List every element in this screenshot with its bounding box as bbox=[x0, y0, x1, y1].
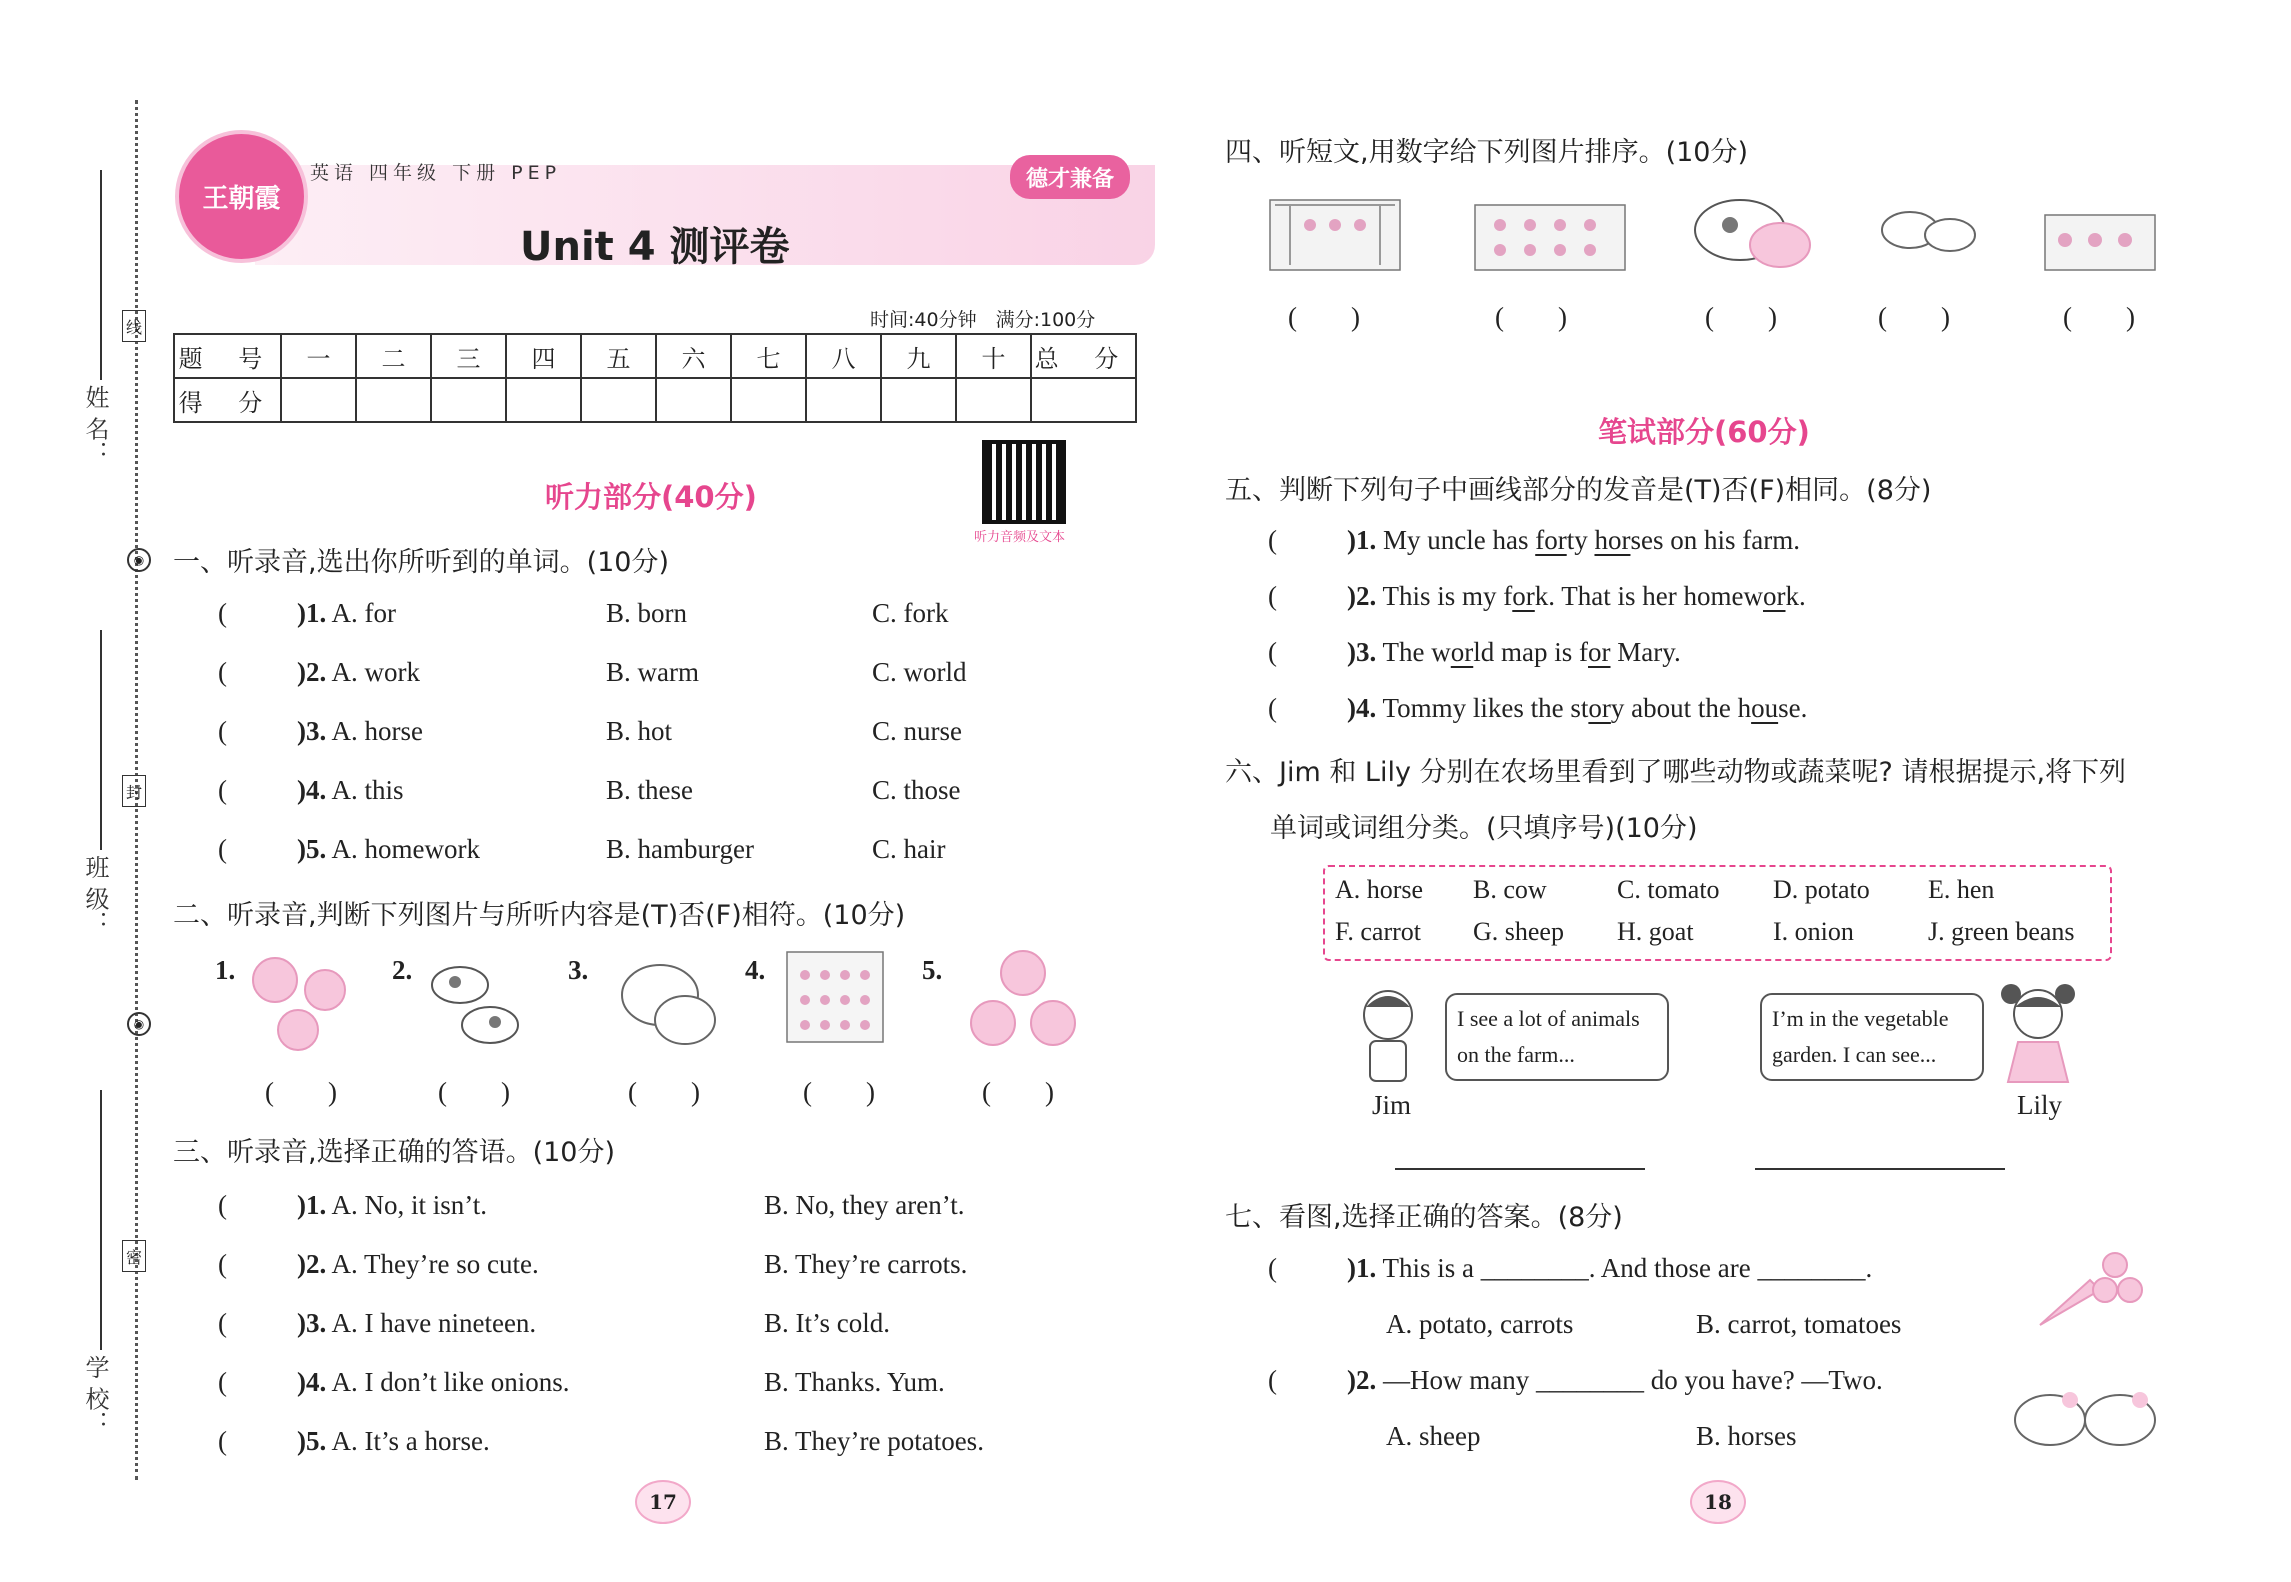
option: A. horse bbox=[1335, 875, 1424, 904]
score-col: 七 bbox=[731, 334, 806, 378]
school-label: 学 校： bbox=[81, 1355, 109, 1435]
binding-tag: 线 bbox=[122, 310, 146, 342]
goat-image bbox=[1870, 185, 1980, 275]
score-col: 六 bbox=[656, 334, 731, 378]
qr-code-icon[interactable] bbox=[982, 440, 1066, 524]
answer-paren[interactable]: ( ) bbox=[803, 1077, 875, 1107]
brand-logo: 王朝霞 bbox=[175, 130, 308, 263]
score-row-label: 得 分 bbox=[174, 378, 281, 422]
answer-paren[interactable]: ( ) bbox=[982, 1077, 1054, 1107]
list-item[interactable]: ( )3. A. horse bbox=[218, 716, 423, 746]
score-total-label: 总 分 bbox=[1031, 334, 1136, 378]
cow-image bbox=[420, 950, 530, 1060]
time-info: 时间:40分钟 满分:100分 bbox=[870, 309, 1096, 331]
tomato-garden-image bbox=[2040, 185, 2160, 275]
page-title: Unit 4 测评卷 bbox=[520, 224, 790, 270]
q4-heading: 四、听短文,用数字给下列图片排序。(10分) bbox=[1225, 137, 1749, 168]
list-item[interactable]: ( )4. A. this bbox=[218, 775, 404, 805]
school-line bbox=[100, 1090, 102, 1350]
sheep-image bbox=[610, 950, 725, 1055]
score-col: 四 bbox=[506, 334, 581, 378]
carrot-garden-image bbox=[1470, 185, 1630, 275]
q5-list bbox=[1268, 525, 2148, 755]
answer-paren[interactable]: ( ) bbox=[1495, 302, 1567, 332]
jim-name: Jim bbox=[1372, 1090, 1412, 1120]
q5-heading: 五、判断下列句子中画线部分的发音是(T)否(F)相同。(8分) bbox=[1225, 475, 1932, 506]
binding-tag: 封 bbox=[122, 775, 146, 807]
list-item[interactable]: ( )3. The world map is for Mary. bbox=[1268, 637, 1681, 667]
lily-name: Lily bbox=[2017, 1090, 2062, 1120]
score-col: 十 bbox=[956, 334, 1031, 378]
option: A. sheep bbox=[1386, 1421, 1481, 1451]
list-item[interactable]: ( )2. A. work bbox=[218, 657, 421, 687]
option: F. carrot bbox=[1335, 917, 1421, 946]
option: B. hamburger bbox=[606, 834, 754, 864]
option: I. onion bbox=[1773, 917, 1854, 946]
option: B. these bbox=[606, 775, 693, 805]
name-line bbox=[100, 170, 102, 380]
q3-list bbox=[218, 1190, 1058, 1470]
table-row bbox=[174, 378, 1136, 422]
lily-avatar bbox=[1993, 982, 2083, 1087]
score-cell[interactable] bbox=[281, 378, 356, 422]
score-col: 一 bbox=[281, 334, 356, 378]
q1-list bbox=[218, 598, 1018, 798]
option: C. hair bbox=[872, 834, 946, 864]
option: B. cow bbox=[1473, 875, 1547, 904]
badge: 德才兼备 bbox=[1010, 155, 1130, 199]
q3-heading: 三、听录音,选择正确的答语。(10分) bbox=[173, 1137, 616, 1168]
tomato-image bbox=[968, 945, 1083, 1055]
option: B. They’re potatoes. bbox=[764, 1426, 984, 1456]
score-table bbox=[173, 333, 1137, 423]
sheep-pair-image bbox=[2010, 1375, 2160, 1455]
answer-paren[interactable]: ( ) bbox=[1288, 302, 1360, 332]
list-item[interactable]: ( )2. This is my fork. That is her homework. bbox=[1268, 581, 1806, 611]
q6-heading-line2: 单词或词组分类。(只填序号)(10分) bbox=[1270, 813, 1698, 844]
option: B. No, they aren’t. bbox=[764, 1190, 965, 1220]
carrot-field-image bbox=[785, 950, 885, 1045]
jim-speech-bubble: I see a lot of animals on the farm... bbox=[1445, 993, 1669, 1081]
option: C. world bbox=[872, 657, 967, 687]
list-item[interactable]: ( )1. My uncle has forty horses on his farm. bbox=[1268, 525, 1800, 555]
option: B. It’s cold. bbox=[764, 1308, 890, 1338]
score-col: 八 bbox=[806, 334, 881, 378]
option: H. goat bbox=[1617, 917, 1694, 946]
q2-num: 1. bbox=[215, 955, 236, 985]
answer-paren[interactable]: ( ) bbox=[2063, 302, 2135, 332]
binding-hole-icon: ◉ bbox=[127, 1012, 151, 1036]
lily-speech-bubble: I’m in the vegetable garden. I can see... bbox=[1760, 993, 1984, 1081]
q1-heading: 一、听录音,选出你所听到的单词。(10分) bbox=[173, 547, 670, 578]
score-cell[interactable] bbox=[806, 378, 881, 422]
list-item[interactable]: ( )1. This is a ________. And those are ________. bbox=[1268, 1253, 1873, 1283]
option: E. hen bbox=[1928, 875, 1995, 904]
q7-list bbox=[1268, 1253, 1988, 1453]
list-item[interactable]: ( )2. A. They’re so cute. bbox=[218, 1249, 539, 1279]
name-label: 姓 名： bbox=[81, 385, 109, 465]
page-number-left: 17 bbox=[635, 1480, 691, 1524]
q2-num: 5. bbox=[922, 955, 943, 985]
word-options bbox=[1335, 875, 2115, 955]
list-item[interactable]: ( )4. Tommy likes the story about the house. bbox=[1268, 693, 1808, 723]
answer-paren[interactable]: ( ) bbox=[438, 1077, 510, 1107]
jim-avatar bbox=[1348, 985, 1428, 1090]
onion-garden-image bbox=[1265, 185, 1405, 275]
class-label: 班 级： bbox=[81, 855, 109, 935]
list-item[interactable]: ( )2. —How many ________ do you have? —Two. bbox=[1268, 1365, 1883, 1395]
binding-tag: 密 bbox=[122, 1240, 146, 1272]
q7-heading: 七、看图,选择正确的答案。(8分) bbox=[1225, 1202, 1623, 1233]
score-cell[interactable] bbox=[581, 378, 656, 422]
q2-num: 4. bbox=[745, 955, 766, 985]
option: B. carrot, tomatoes bbox=[1696, 1309, 1902, 1339]
score-cell[interactable] bbox=[881, 378, 956, 422]
option: B. hot bbox=[606, 716, 673, 746]
score-col: 二 bbox=[356, 334, 431, 378]
q1-list-cont bbox=[218, 775, 1018, 895]
answer-paren[interactable]: ( ) bbox=[1705, 302, 1777, 332]
score-cell[interactable] bbox=[731, 378, 806, 422]
option: C. fork bbox=[872, 598, 949, 628]
option: A. potato, carrots bbox=[1386, 1309, 1574, 1339]
option: C. tomato bbox=[1617, 875, 1720, 904]
q2-heading: 二、听录音,判断下列图片与所听内容是(T)否(F)相符。(10分) bbox=[173, 900, 906, 931]
list-item[interactable]: ( )5. A. homework bbox=[218, 834, 480, 864]
score-cell[interactable] bbox=[656, 378, 731, 422]
list-item[interactable]: ( )3. A. I have nineteen. bbox=[218, 1308, 537, 1338]
score-row-label: 题 号 bbox=[174, 334, 281, 378]
option: B. Thanks. Yum. bbox=[764, 1367, 945, 1397]
answer-paren[interactable]: ( ) bbox=[1878, 302, 1950, 332]
option: B. born bbox=[606, 598, 687, 628]
answer-paren[interactable]: ( ) bbox=[628, 1077, 700, 1107]
list-item[interactable]: ( )5. A. It’s a horse. bbox=[218, 1426, 490, 1456]
cow-pig-image bbox=[1690, 185, 1820, 275]
page-number-right: 18 bbox=[1690, 1480, 1746, 1524]
onion-image bbox=[240, 950, 360, 1055]
class-line bbox=[100, 630, 102, 850]
option: D. potato bbox=[1773, 875, 1870, 904]
lily-answer-line[interactable] bbox=[1755, 1168, 2005, 1170]
carrot-tomato-image bbox=[2030, 1245, 2150, 1335]
q6-heading-line1: 六、Jim 和 Lily 分别在农场里看到了哪些动物或蔬菜呢? 请根据提示,将下列 bbox=[1225, 757, 2127, 788]
listening-section-title: 听力部分(40分) bbox=[545, 480, 757, 514]
table-row bbox=[174, 334, 1136, 378]
score-cell[interactable] bbox=[356, 378, 431, 422]
option: B. warm bbox=[606, 657, 699, 687]
option: B. horses bbox=[1696, 1421, 1797, 1451]
qr-caption: 听力音频及文本 bbox=[974, 530, 1066, 545]
writing-section-title: 笔试部分(60分) bbox=[1598, 415, 1810, 449]
score-col: 三 bbox=[431, 334, 506, 378]
answer-paren[interactable]: ( ) bbox=[265, 1077, 337, 1107]
list-item[interactable]: ( )1. A. for bbox=[218, 598, 396, 628]
score-cell[interactable] bbox=[1031, 378, 1136, 422]
score-cell[interactable] bbox=[956, 378, 1031, 422]
list-item[interactable]: ( )4. A. I don’t like onions. bbox=[218, 1367, 570, 1397]
option: B. They’re carrots. bbox=[764, 1249, 968, 1279]
option: G. sheep bbox=[1473, 917, 1564, 946]
score-cell[interactable] bbox=[506, 378, 581, 422]
binding-hole-icon: ◉ bbox=[127, 548, 151, 572]
q2-num: 2. bbox=[392, 955, 413, 985]
jim-answer-line[interactable] bbox=[1395, 1168, 1645, 1170]
header-subtitle: 英语 四年级 下册 PEP bbox=[310, 162, 562, 184]
score-col: 五 bbox=[581, 334, 656, 378]
option: C. those bbox=[872, 775, 961, 805]
option: J. green beans bbox=[1928, 917, 2075, 946]
option: C. nurse bbox=[872, 716, 962, 746]
score-cell[interactable] bbox=[431, 378, 506, 422]
q2-num: 3. bbox=[568, 955, 589, 985]
list-item[interactable]: ( )1. A. No, it isn’t. bbox=[218, 1190, 488, 1220]
score-col: 九 bbox=[881, 334, 956, 378]
